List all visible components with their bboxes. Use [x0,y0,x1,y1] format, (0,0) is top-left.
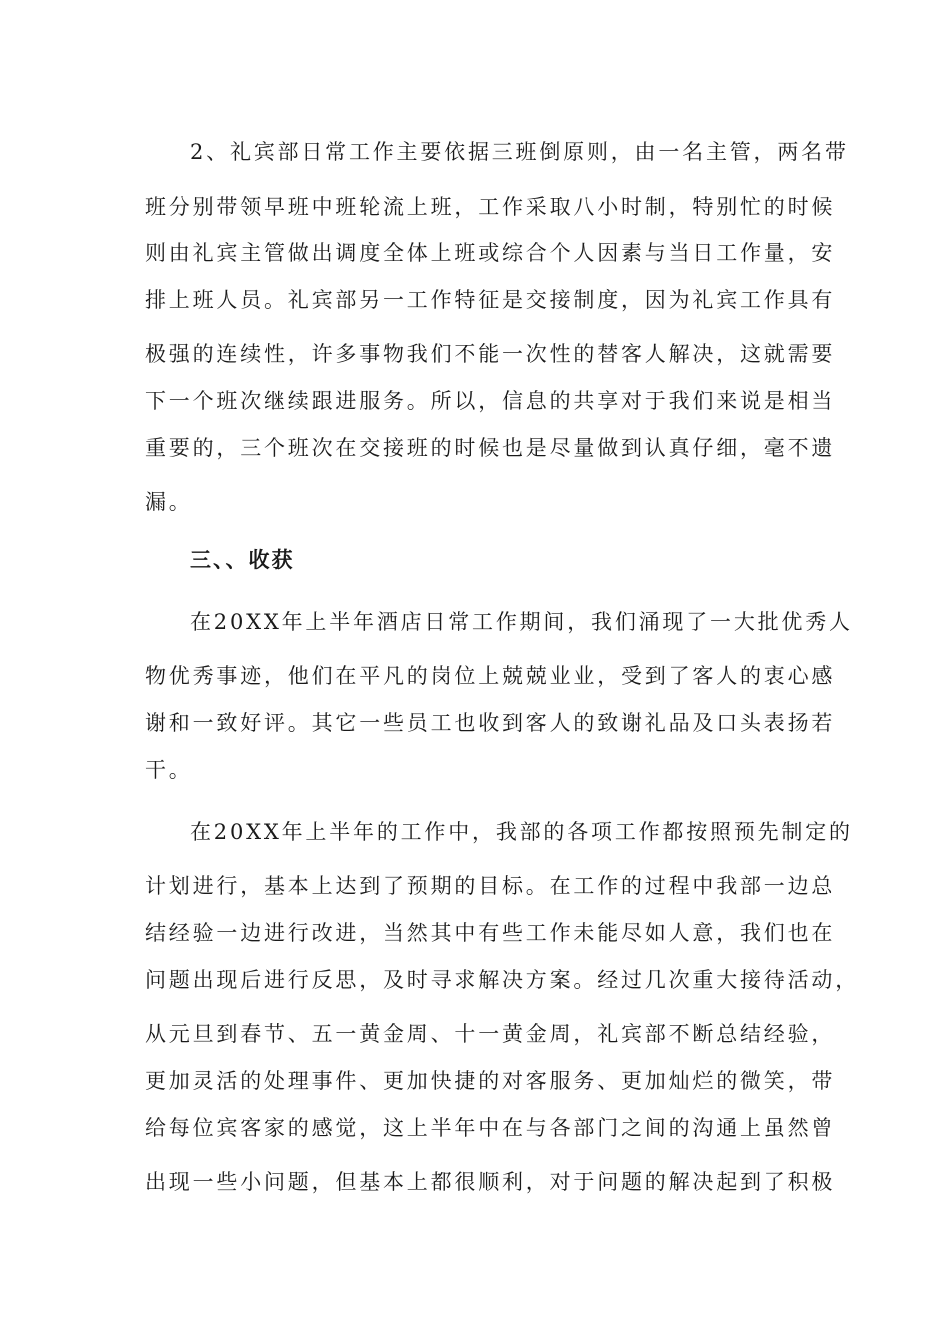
text-line: 给每位宾客家的感觉，这上半年中在与各部门之间的沟通上虽然曾 [145,1116,836,1140]
text-line: 在20XX年上半年酒店日常工作期间，我们涌现了一大批优秀人 [190,610,853,634]
text-line: 班分别带领早班中班轮流上班，工作采取八小时制，特别忙的时候 [145,195,836,219]
text-line: 更加灵活的处理事件、更加快捷的对客服务、更加灿烂的微笑，带 [145,1069,836,1093]
text-line: 重要的，三个班次在交接班的时候也是尽量做到认真仔细，毫不遗 [145,436,836,460]
text-line: 计划进行，基本上达到了预期的目标。在工作的过程中我部一边总 [145,874,836,898]
text-line: 出现一些小问题，但基本上都很顺利，对于问题的解决起到了积极 [145,1170,836,1194]
text-line: 结经验一边进行改进，当然其中有些工作未能尽如人意，我们也在 [145,921,836,945]
text-line: 下一个班次继续跟进服务。所以，信息的共享对于我们来说是相当 [145,389,836,413]
section-heading: 三、、收获 [190,548,295,572]
text-line: 物优秀事迹，他们在平凡的岗位上兢兢业业，受到了客人的衷心感 [145,664,836,688]
text-line: 在20XX年上半年的工作中，我部的各项工作都按照预先制定的 [190,820,853,844]
text-line: 2、礼宾部日常工作主要依据三班倒原则，由一名主管，两名带 [190,140,849,164]
text-line: 漏。 [145,490,193,514]
text-line: 极强的连续性，许多事物我们不能一次性的替客人解决，这就需要 [145,342,836,366]
text-line: 谢和一致好评。其它一些员工也收到客人的致谢礼品及口头表扬若 [145,711,836,735]
text-line: 排上班人员。礼宾部另一工作特征是交接制度，因为礼宾工作具有 [145,288,836,312]
text-line: 从元旦到春节、五一黄金周、十一黄金周，礼宾部不断总结经验， [145,1022,836,1046]
text-line: 问题出现后进行反思，及时寻求解决方案。经过几次重大接待活动， [145,968,859,992]
text-line: 干。 [145,758,193,782]
text-line: 则由礼宾主管做出调度全体上班或综合个人因素与当日工作量，安 [145,241,836,265]
